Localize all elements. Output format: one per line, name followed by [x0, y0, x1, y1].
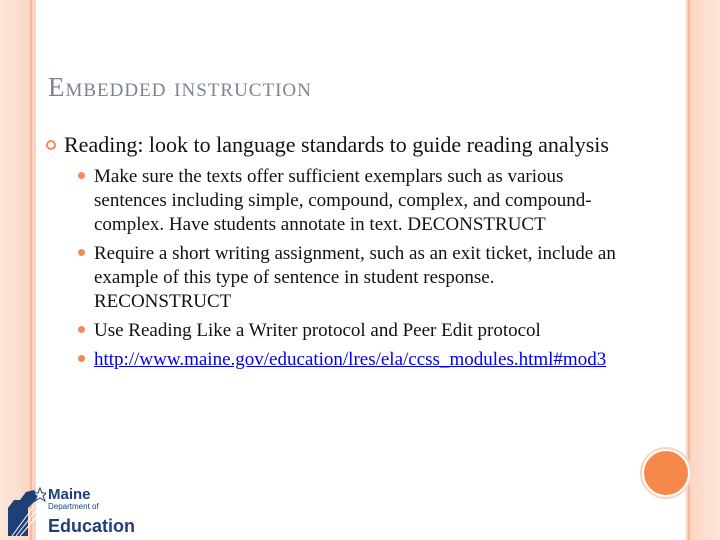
slide-title: Embedded instruction	[48, 72, 312, 102]
dot-bullet-icon	[78, 319, 94, 333]
decorative-circle	[642, 449, 690, 497]
right-frame-line	[688, 0, 690, 540]
sub-bullet-text: Make sure the texts offer sufficient exemplars such as various sentences including simple, compound, complex, and compound-complex. Have students annotate in text. DECONSTRUCT	[94, 166, 592, 235]
ring-bullet-icon	[46, 131, 64, 150]
maine-doe-logo	[4, 486, 140, 538]
logo-line-2: Department of	[48, 502, 99, 511]
sub-bullet-text: Require a short writing assignment, such as an exit ticket, include an example of this type of sentence in student response. RECONSTRUCT	[94, 243, 616, 312]
right-frame-band	[686, 0, 720, 540]
left-frame-line	[30, 0, 32, 540]
dot-bullet-icon	[78, 165, 94, 179]
state-silhouette-icon	[4, 486, 46, 538]
maine-education-link[interactable]: http://www.maine.gov/education/lres/ela/ccss_modules.html#mod3	[94, 349, 607, 370]
sub-bullet-item	[78, 242, 616, 314]
main-bullet-text: Reading: look to language standards to guide reading analysis	[64, 132, 609, 157]
slide-content	[46, 131, 616, 377]
sub-bullet-item	[78, 319, 616, 343]
dot-bullet-icon	[78, 348, 94, 362]
sub-bullet-item	[78, 165, 616, 237]
logo-line-1: Maine	[48, 486, 91, 503]
dot-bullet-icon	[78, 242, 94, 256]
logo-line-3: Education	[48, 516, 136, 536]
sub-bullet-link-item	[78, 348, 616, 372]
sub-bullet-text: Use Reading Like a Writer protocol and Peer Edit protocol	[94, 320, 541, 341]
main-bullet-item	[46, 131, 616, 159]
